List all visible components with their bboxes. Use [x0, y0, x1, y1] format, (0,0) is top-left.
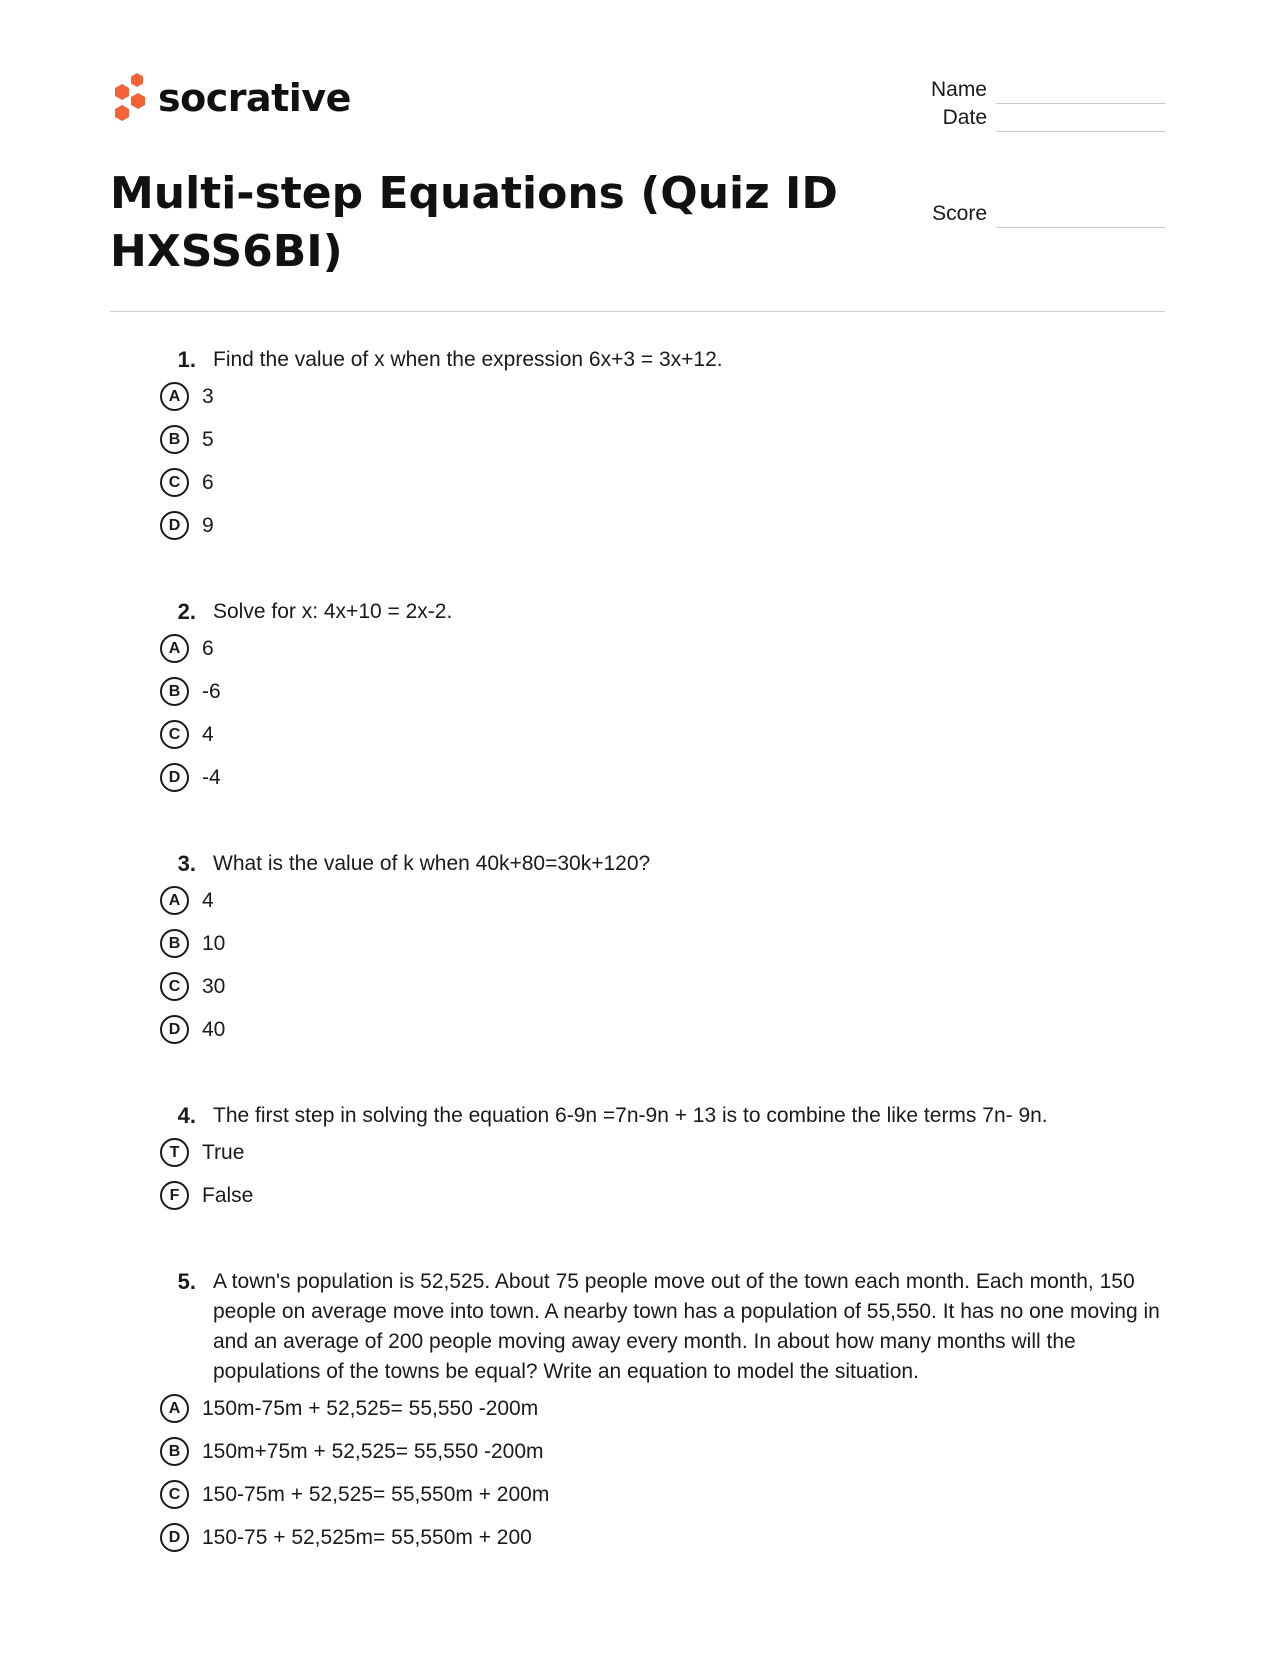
question-1: [160, 345, 1160, 547]
page-title: Multi-step Equations (Quiz ID HXSS6BI): [110, 168, 838, 277]
hexagon-cluster-icon: [110, 72, 150, 124]
answer-bubble[interactable]: B: [160, 1437, 189, 1466]
header-divider: [110, 311, 1165, 312]
answer-bubble[interactable]: T: [160, 1138, 189, 1167]
answer-text: 3: [202, 384, 214, 408]
answer-option[interactable]: [160, 1516, 1160, 1559]
date-field: [900, 104, 1165, 134]
answer-option[interactable]: [160, 418, 1160, 461]
answer-option[interactable]: [160, 879, 1160, 922]
brand-name: socrative: [158, 76, 351, 120]
answer-option[interactable]: [160, 504, 1160, 547]
question-text: Solve for x: 4x+10 = 2x-2.: [213, 600, 453, 623]
question-4: [160, 1101, 1160, 1217]
answer-text: 4: [202, 888, 214, 912]
question-stem: [160, 849, 1160, 879]
question-3: [160, 849, 1160, 1051]
answer-text: -4: [202, 765, 221, 789]
answer-text: 150m+75m + 52,525= 55,550 -200m: [202, 1439, 544, 1463]
question-text: A town's population is 52,525. About 75 people move out of the town each month. Each month, 150 people on average move into town. A nearby town has a population of 55,550. It has no one moving in and an average of 200 people moving away every month. In about how many months will the populations of the towns be equal? Write an equation to model the situation.: [213, 1270, 1160, 1383]
question-number: 3.: [177, 851, 196, 876]
score-field: [900, 200, 1165, 230]
socrative-logo: [110, 72, 351, 124]
answer-bubble[interactable]: D: [160, 1015, 189, 1044]
question-stem: [160, 345, 1160, 375]
answer-text: 5: [202, 427, 214, 451]
answer-text: -6: [202, 679, 221, 703]
name-label: Name: [930, 78, 987, 101]
date-label: Date: [942, 106, 987, 129]
question-number: 5.: [177, 1269, 196, 1294]
question-number: 1.: [177, 347, 196, 372]
answer-bubble[interactable]: C: [160, 972, 189, 1001]
answer-text: 9: [202, 513, 214, 537]
answer-option[interactable]: [160, 1473, 1160, 1516]
answer-text: 150-75m + 52,525= 55,550m + 200m: [202, 1482, 550, 1506]
question-stem: [160, 597, 1160, 627]
answer-option[interactable]: [160, 965, 1160, 1008]
score-blank-line: [996, 227, 1165, 228]
answer-bubble[interactable]: A: [160, 382, 189, 411]
date-blank-line: [996, 131, 1165, 132]
question-text: What is the value of k when 40k+80=30k+120?: [213, 852, 651, 875]
answer-text: 150m-75m + 52,525= 55,550 -200m: [202, 1396, 539, 1420]
answer-text: 10: [202, 931, 226, 955]
answer-text: 150-75 + 52,525m= 55,550m + 200: [202, 1525, 532, 1549]
question-number: 4.: [177, 1103, 196, 1128]
answer-option[interactable]: [160, 1430, 1160, 1473]
question-list: [160, 345, 1160, 1609]
answer-bubble[interactable]: B: [160, 425, 189, 454]
answer-text: 6: [202, 636, 214, 660]
question-number: 2.: [177, 599, 196, 624]
answer-bubble[interactable]: C: [160, 468, 189, 497]
answer-bubble[interactable]: C: [160, 720, 189, 749]
answer-text: False: [202, 1183, 254, 1207]
answer-option[interactable]: [160, 1131, 1160, 1174]
answer-bubble[interactable]: F: [160, 1181, 189, 1210]
answer-bubble[interactable]: B: [160, 929, 189, 958]
answer-option[interactable]: [160, 922, 1160, 965]
question-text: Find the value of x when the expression 6x+3 = 3x+12.: [213, 348, 723, 371]
question-2: [160, 597, 1160, 799]
answer-bubble[interactable]: D: [160, 1523, 189, 1552]
answer-bubble[interactable]: D: [160, 511, 189, 540]
question-stem: [160, 1267, 1160, 1387]
name-field: [900, 76, 1165, 106]
answer-option[interactable]: [160, 627, 1160, 670]
answer-text: 6: [202, 470, 214, 494]
answer-text: 4: [202, 722, 214, 746]
answer-text: True: [202, 1140, 245, 1164]
answer-bubble[interactable]: C: [160, 1480, 189, 1509]
answer-text: 40: [202, 1017, 226, 1041]
answer-option[interactable]: [160, 1008, 1160, 1051]
answer-option[interactable]: [160, 713, 1160, 756]
answer-bubble[interactable]: A: [160, 634, 189, 663]
answer-option[interactable]: [160, 670, 1160, 713]
answer-option[interactable]: [160, 375, 1160, 418]
score-label: Score: [932, 202, 987, 225]
answer-bubble[interactable]: A: [160, 886, 189, 915]
question-text: The first step in solving the equation 6-9n =7n-9n + 13 is to combine the like terms 7n- 9n.: [213, 1104, 1048, 1127]
question-stem: [160, 1101, 1160, 1131]
answer-option[interactable]: [160, 1387, 1160, 1430]
answer-bubble[interactable]: A: [160, 1394, 189, 1423]
answer-option[interactable]: [160, 756, 1160, 799]
answer-bubble[interactable]: D: [160, 763, 189, 792]
question-5: [160, 1267, 1160, 1559]
answer-text: 30: [202, 974, 226, 998]
answer-option[interactable]: [160, 1174, 1160, 1217]
answer-bubble[interactable]: B: [160, 677, 189, 706]
answer-option[interactable]: [160, 461, 1160, 504]
